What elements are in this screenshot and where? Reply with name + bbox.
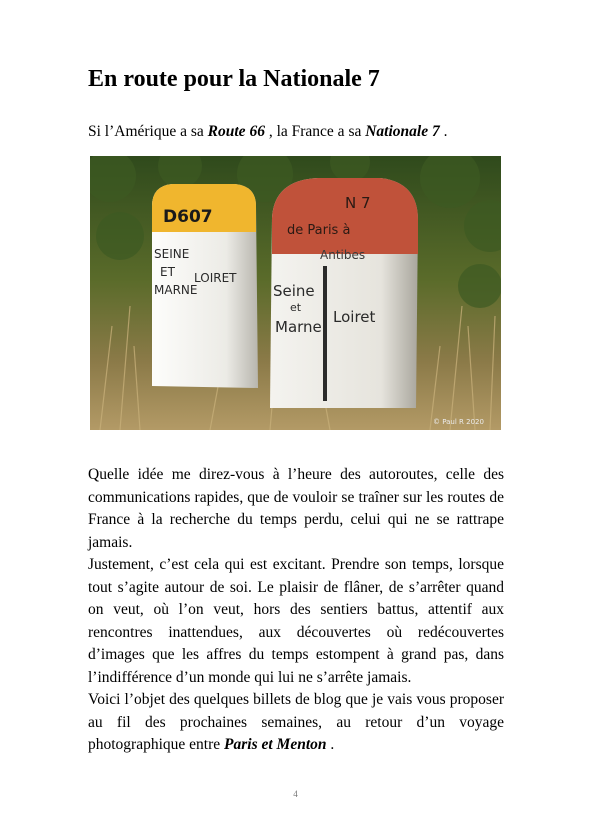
- page-number: 4: [293, 789, 298, 799]
- intro-text-2: , la France a sa: [264, 123, 366, 140]
- intro-text-1: Si l’Amérique a sa: [88, 123, 208, 140]
- paragraph-3-text: Voici l’objet des quelques billets de blog que je vais vous proposer au fil des prochaines semaines, au retour d’un voyage photographique entre: [88, 691, 504, 753]
- paris-menton-emphasis: Paris et Menton: [224, 736, 327, 753]
- route-66-emphasis: Route 66: [207, 123, 265, 140]
- page-title: En route pour la Nationale 7: [88, 66, 380, 92]
- paragraph-3-end: .: [326, 736, 335, 753]
- milestone-d607: [152, 184, 258, 388]
- n7-route-label: N 7: [345, 194, 371, 212]
- milestone-n7: [270, 178, 418, 408]
- photo-credit: © Paul R 2020: [433, 418, 484, 426]
- paragraph-2: Justement, c’est cela qui est excitant. Prendre son temps, lorsque tout s’agite autour de soi. Le plaisir de flâner, de s’arrêter quand on veut, où l’on veut, hors des sentiers battus, attentif aux rencontres inattendues, aux découvertes où redécouvertes d’images que les affres du temps estompent à grand pas, dans l’indifférence d’un monde qui lui ne s’arrête jamais.: [88, 556, 504, 686]
- article-body: [88, 464, 504, 757]
- stake: [323, 266, 327, 401]
- paragraph-3: [88, 689, 504, 757]
- paragraph-1: Quelle idée me direz-vous à l’heure des autoroutes, celle des communications rapides, que de vouloir se traîner sur les routes de France à la recherche du temps perdu, celui qui ne se rattrape jamais.: [88, 466, 504, 551]
- n7-dept-left: Seine et Marne: [273, 282, 322, 336]
- n7-line1: de Paris à: [287, 223, 351, 238]
- d607-dept-left: SEINE ET MARNE: [154, 247, 198, 297]
- n7-dept-right: Loiret: [333, 308, 376, 326]
- milestones-photo: [90, 156, 501, 430]
- d607-label: D607: [163, 207, 213, 227]
- d607-dept-right: LOIRET: [194, 271, 237, 285]
- nationale-7-emphasis: Nationale 7: [365, 123, 440, 140]
- milestones-illustration: [90, 156, 501, 430]
- intro-text-3: .: [439, 123, 448, 140]
- n7-line2: Antibes: [320, 248, 366, 262]
- intro-line: [88, 123, 447, 141]
